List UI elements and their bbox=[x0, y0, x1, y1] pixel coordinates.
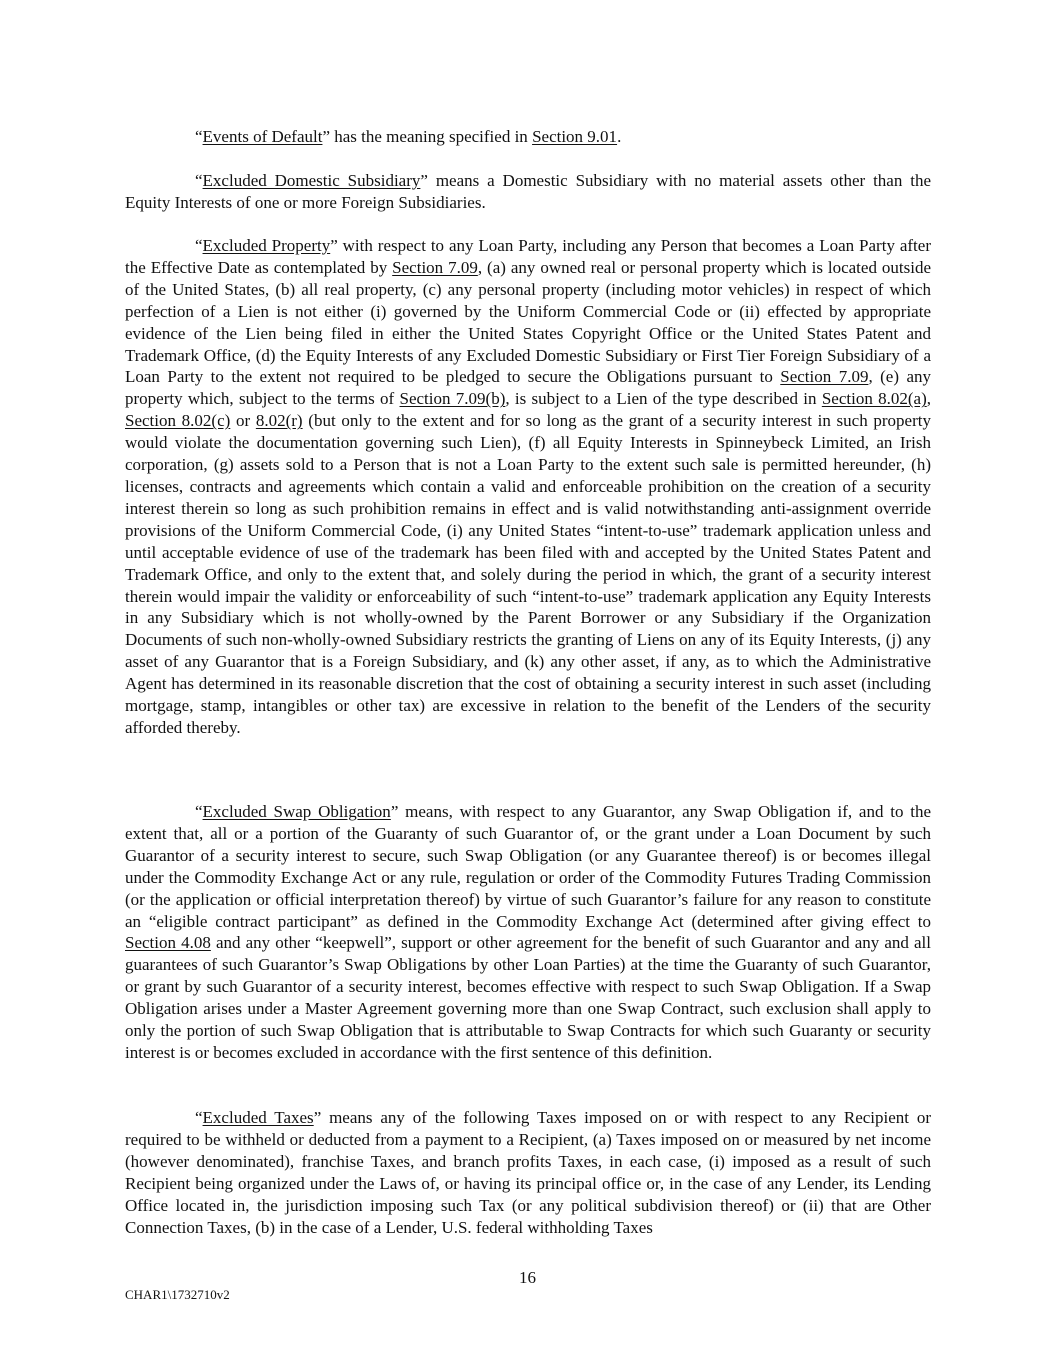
definition-excluded-swap-obligation bbox=[125, 801, 931, 1064]
definition-excluded-domestic-subsidiary bbox=[125, 170, 931, 214]
section-reference: Section 7.09 bbox=[392, 257, 478, 277]
document-id: CHAR1\1732710v2 bbox=[125, 1287, 230, 1302]
section-reference: Section 7.09 bbox=[780, 367, 869, 387]
text: ” means, with respect to any Guarantor, any Swap Obligation if, and to the extent that, all or a portion of the Guaranty of such Guarantor of, or the grant under a Loan Document by such Guarantor of a security interest to secure, such Swap Obligation (or any Guarantee thereof) is or becomes illegal under the Commodity Exchange Act or any rule, regulation or order of the Commodity Futures Trading Commission (or the application or official interpretation thereof) by virtue of such Guarantor’s failure for any reason to constitute an “eligible contract participant” as defined in the Commodity Exchange Act (determined after giving effect to bbox=[125, 802, 931, 931]
defined-term: Events of Default bbox=[202, 127, 323, 146]
section-reference: Section 7.09(b) bbox=[399, 389, 506, 409]
section-reference: Section 9.01 bbox=[532, 127, 618, 146]
text: (but only to the extent and for so long as the grant of a security interest in such property would violate the documentation governing such Lien), (f) all Equity Interests in Spinneybeck Limited, an Irish corporation, (g) assets sold to a Person that is not a Loan Party to the extent such sale is permitted hereunder, (h) licenses, contracts and agreements which contain a valid and enforceable prohibition on the creation of a security interest therein so long as such prohibition remains in effect and is valid notwithstanding anti-assignment override provisions of the Uniform Commercial Code, (i) any United States “intent-to-use” trademark application unless and until acceptable evidence of use of the trademark has been filed with and accepted by the United States Patent and Trademark Office, and only to the extent that, and solely during the period in which, the grant of a security interest therein would impair the validity or enforceability of such “intent-to-use” trademark application any Equity Interests in any Subsidiary which is not wholly-owned by the Parent Borrower or any Subsidiary if the Organization Documents of such non-wholly-owned Subsidiary restricts the granting of Liens on any of its Equity Interests, (j) any asset of any Guarantor that is a Foreign Subsidiary, and (k) any other asset, if any, as to which the Administrative Agent has determined in its reasonable discretion that the cost of obtaining a security interest in such asset (including mortgage, stamp, intangibles or other tax) are excessive in relation to the benefit of the Lenders of the security afforded thereby. bbox=[125, 411, 931, 737]
text: ” has the meaning specified in bbox=[322, 127, 533, 146]
text: ” with respect to any Loan Party, including any Person that becomes a Loan Party after the Effective Date as contemplated by bbox=[125, 236, 931, 277]
text: or bbox=[230, 411, 256, 431]
text: “ bbox=[195, 171, 203, 190]
text: , (a) any owned real or personal property which is located outside of the United States, (b) all real property, (c) any personal property (including motor vehicles) in respect of which perfection of a Lien is not either (i) governed by the Uniform Commercial Code or (ii) effected by appropriate evidence of the Lien being filed in either the United States Copyright Office or the United States Patent and Trademark Office, (d) the Equity Interests of any Excluded Domestic Subsidiary or First Tier Foreign Subsidiary of a Loan Party to the extent not required to be pledged to secure the Obligations pursuant to bbox=[125, 257, 931, 387]
definition-excluded-taxes bbox=[125, 1107, 931, 1238]
text: “ bbox=[195, 127, 203, 146]
section-reference: 8.02(r) bbox=[255, 411, 303, 431]
text: “ bbox=[195, 236, 203, 255]
definition-excluded-property bbox=[125, 235, 931, 739]
section-reference: Section 8.02(a) bbox=[821, 389, 927, 409]
page-number: 16 bbox=[519, 1268, 536, 1287]
text: “ bbox=[195, 802, 203, 821]
text: ” means any of the following Taxes imposed on or with respect to any Recipient or required to be withheld or deducted from a payment to a Recipient, (a) Taxes imposed on or measured by net income (however denominated), franchise Taxes, and branch profits Taxes, in each case, (i) imposed as a result of such Recipient being organized under the Laws of, or having its principal office or, in the case of any Lender, its Lending Office located in, the jurisdiction imposing such Tax (or any political subdivision thereof) or (ii) that are Other Connection Taxes, (b) in the case of a Lender, U.S. federal withholding Taxes bbox=[125, 1108, 932, 1237]
definition-events-of-default bbox=[125, 126, 931, 148]
text: . bbox=[617, 127, 622, 146]
section-reference: Section 8.02(c) bbox=[125, 411, 231, 431]
defined-term: Excluded Property bbox=[202, 236, 331, 255]
text: ” means a Domestic Subsidiary with no material assets other than the Equity Interests of one or more Foreign Subsidiaries. bbox=[125, 171, 932, 212]
text: and any other “keepwell”, support or other agreement for the benefit of such Guarantor and any and all guarantees of such Guarantor’s Swap Obligations by other Loan Parties) at the time the Guaranty of such Guarantor, or grant by such Guarantor of a security interest, becomes effective with respect to such Swap Obligation. If a Swap Obligation arises under a Master Agreement governing more than one Swap Contract, such exclusion shall apply to only the portion of such Swap Obligation that is attributable to Swap Contracts for which such Guaranty or security interest is or becomes excluded in accordance with the first sentence of this definition. bbox=[125, 933, 931, 1062]
defined-term: Excluded Domestic Subsidiary bbox=[202, 171, 421, 190]
defined-term: Excluded Taxes bbox=[202, 1108, 314, 1127]
text: “ bbox=[195, 1108, 203, 1127]
text: , bbox=[926, 389, 931, 409]
section-reference: Section 4.08 bbox=[125, 933, 211, 953]
defined-term: Excluded Swap Obligation bbox=[202, 802, 391, 821]
text: , is subject to a Lien of the type described in bbox=[505, 389, 822, 409]
text: , (e) any property which, subject to the terms of bbox=[125, 367, 931, 409]
